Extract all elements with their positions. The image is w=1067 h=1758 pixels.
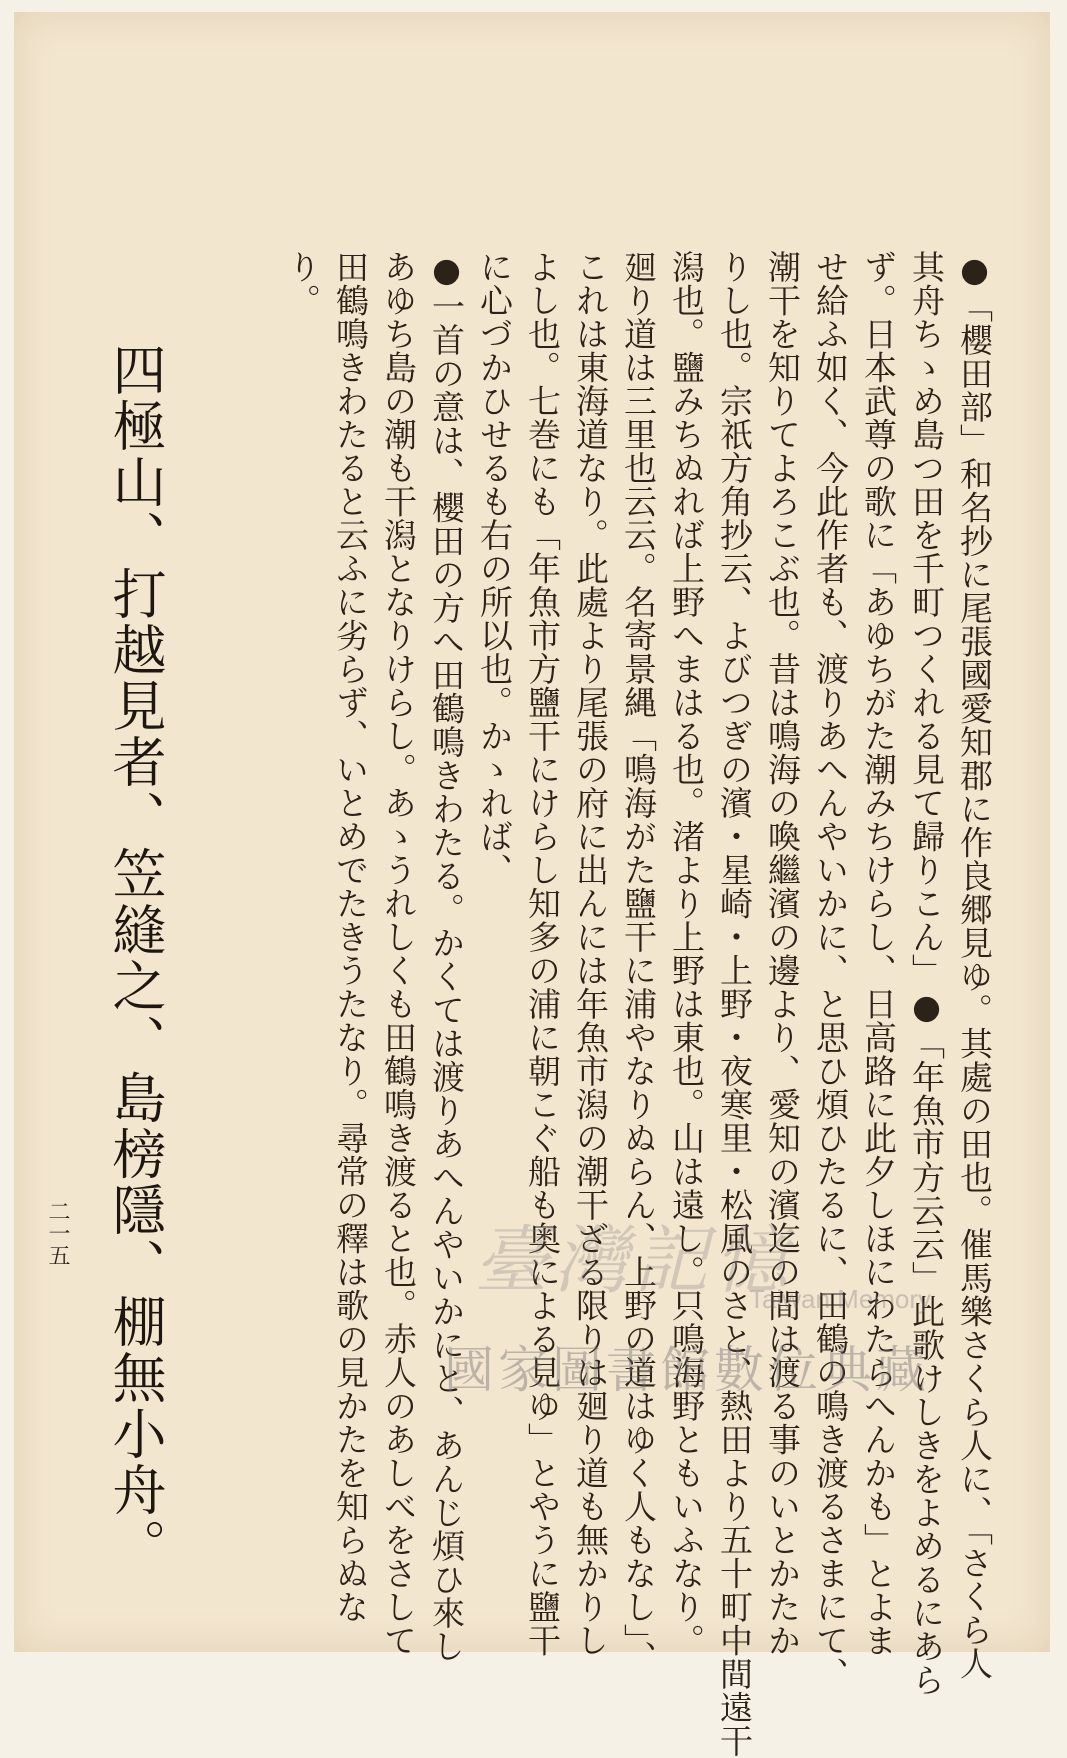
text-column: ●「櫻田部」和名抄に尾張國愛知郡に作良郷見ゆ。其處の田也。催馬樂さくら人に、「さくら人: [955, 250, 994, 1680]
text-column: これは東海道なり。此處より尾張の府に出んには年魚市潟の潮干ざる限りは廻り道も無かりし: [571, 250, 610, 1657]
text-column: りし也。宗祇方角抄云、よびつぎの濱・星崎・上野・夜寒里・松風のさと、熱田より五十町中間遠干: [715, 250, 754, 1758]
text-column: 田鶴鳴きわたると云ふに劣らず、いとめでたきうたなり。尋常の釋は歌の見かたを知らぬな: [331, 250, 370, 1624]
text-column: 廻り道は三里也云云。名寄景縄「鳴海がた鹽干に浦やなりぬらん、上野の道はゆく人もなし」、: [619, 250, 658, 1674]
text-column: ●一首の意は、櫻田の方へ田鶴鳴きわたる。かくては渡りあへんやいかにと、あんじ煩ひ來し: [427, 250, 466, 1663]
next-verse: 四極山、打越見者、笠縫之、島榜隱、棚無小舟。: [104, 342, 167, 1574]
book-page: [14, 12, 1050, 1758]
text-column: 潮干を知りてよろこぶ也。昔は鳴海の喚繼濱の邊より、愛知の濱迄の間は渡る事のいとかたか: [763, 250, 802, 1657]
text-column: よし也。七巻にも「年魚市方鹽干にけらし知多の浦に朝こぐ船も奥による見ゆ」とやうに鹽干: [523, 250, 562, 1657]
text-column: 潟也。鹽みちぬれば上野へまはる也。渚より上野は東也。山は遠し。只鳴海野ともいふなり。: [667, 250, 706, 1657]
text-column: に心づかひせるも右の所以也。かゝれば、: [475, 250, 514, 887]
text-column: あゆち島の潮も干潟となりけらし。あゝうれしくも田鶴鳴き渡ると也。赤人のあしべをさして: [379, 250, 418, 1657]
page-number: 二一五: [45, 1200, 70, 1266]
watermark-brush: 臺灣記憶: [474, 1218, 794, 1304]
text-column: せ給ふ如く、今此作者も、渡りあへんやいかに、と思ひ煩ひたるに、田鶴の鳴き渡るさまにて、: [811, 250, 850, 1691]
text-column: り。: [283, 250, 322, 317]
watermark-english: Taiwan Memory: [749, 1284, 932, 1314]
watermark-text: 國家圖書館數位典藏: [444, 1341, 930, 1399]
text-column: 其舟ちゝめ島つ田を千町つくれる見て歸りこん」●「年魚市方云云」此歌けしきをよめるにあら: [907, 250, 946, 1697]
text-column: ず。日本武尊の歌に「あゆちがた潮みちけらし、日高路に此夕しほにわたらへんかも」とよま: [859, 250, 898, 1657]
